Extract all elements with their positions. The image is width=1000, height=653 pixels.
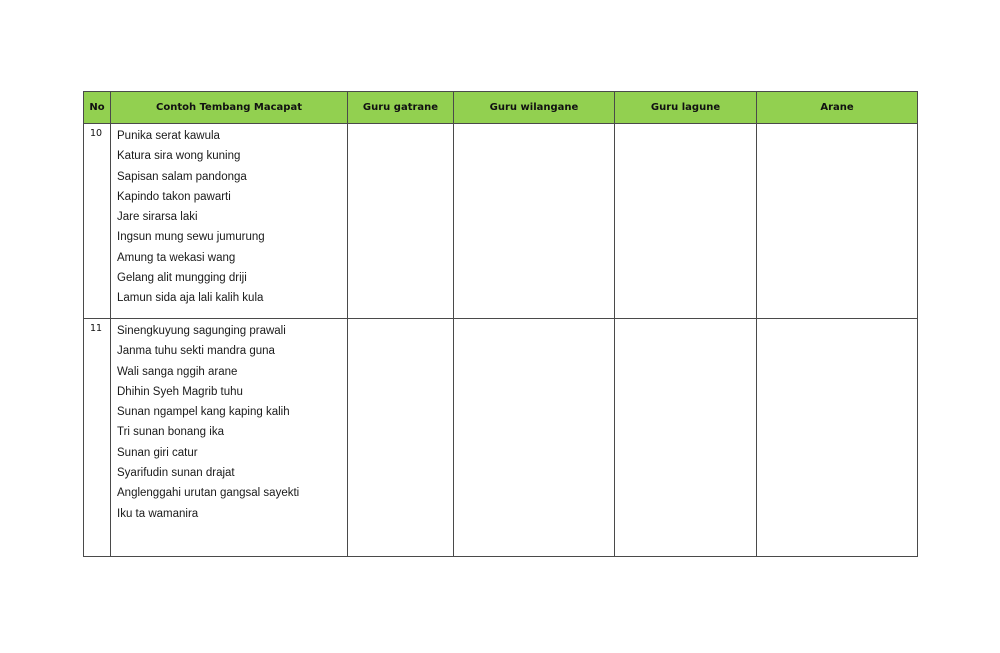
guru-lagune-cell[interactable] [615,124,757,319]
header-guru-wilangane: Guru wilangane [454,92,615,124]
row-number-cell [84,124,111,319]
verse-lines [111,124,347,309]
verse-line: Gelang alit mungging driji [117,272,247,285]
verse-cell [111,124,348,319]
guru-gatrane-cell[interactable] [348,319,454,557]
guru-gatrane-cell[interactable] [348,124,454,319]
table-row [84,124,918,319]
header-arane: Arane [757,92,918,124]
arane-cell[interactable] [757,124,918,319]
verse-line: Anglenggahi urutan gangsal sayekti [117,487,300,500]
verse-line: Lamun sida aja lali kalih kula [117,292,264,305]
row-number: 11 [90,323,103,334]
verse-line: Kapindo takon pawarti [117,190,231,203]
verse-line: Amung ta wekasi wang [117,251,236,264]
header-contoh-tembang: Contoh Tembang Macapat [111,92,348,124]
verse-line: Janma tuhu sekti mandra guna [117,345,275,358]
header-row [84,92,918,124]
verse-line: Sunan ngampel kang kaping kalih [117,406,290,419]
macapat-table [83,91,918,557]
verse-line: Wali sanga nggih arane [117,365,238,378]
verse-lines [111,319,347,524]
verse-line: Ingsun mung sewu jumurung [117,231,265,244]
verse-line: Syarifudin sunan drajat [117,467,235,480]
table-row [84,319,918,557]
guru-wilangane-cell[interactable] [454,124,615,319]
header-no: No [84,92,111,124]
verse-line: Sapisan salam pandonga [117,170,247,183]
row-number: 10 [90,128,103,139]
header-guru-gatrane: Guru gatrane [348,92,454,124]
verse-line: Tri sunan bonang ika [117,426,224,439]
verse-line: Sinengkuyung sagunging prawali [117,325,286,337]
row-number-cell [84,319,111,557]
verse-line: Sunan giri catur [117,446,198,459]
arane-cell[interactable] [757,319,918,557]
verse-line: Iku ta wamanira [117,507,199,520]
verse-line: Katura sira wong kuning [117,150,241,163]
verse-line: Jare sirarsa laki [117,211,198,224]
verse-cell [111,319,348,557]
guru-wilangane-cell[interactable] [454,319,615,557]
verse-line: Punika serat kawula [117,130,220,142]
verse-line: Dhihin Syeh Magrib tuhu [117,385,243,398]
header-guru-lagune: Guru lagune [615,92,757,124]
guru-lagune-cell[interactable] [615,319,757,557]
